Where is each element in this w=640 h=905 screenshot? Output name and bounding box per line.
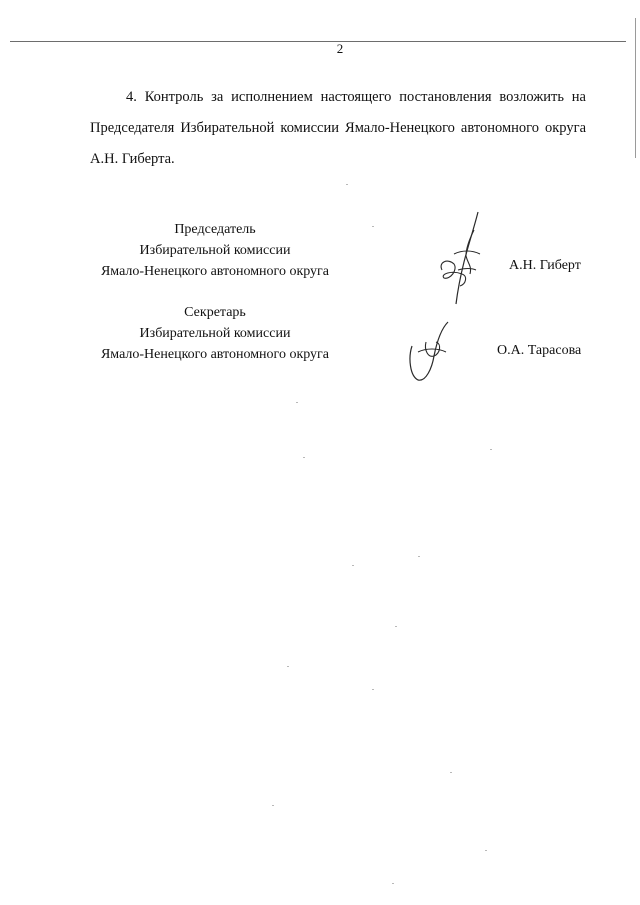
scan-speck <box>490 449 492 450</box>
chairman-title <box>90 219 340 282</box>
scan-speck <box>418 556 420 557</box>
scan-speck <box>372 689 374 690</box>
scan-edge-line <box>635 18 636 158</box>
scan-speck <box>272 805 274 806</box>
scan-speck <box>372 226 374 227</box>
scan-speck <box>287 666 289 667</box>
secretary-name: О.А. Тарасова <box>497 343 582 358</box>
scan-speck <box>392 883 394 884</box>
chairman-signature <box>428 208 498 310</box>
scan-speck <box>485 850 487 851</box>
scan-speck <box>303 457 305 458</box>
chairman-title-line-2: Избирательной комиссии <box>139 243 291 258</box>
secretary-title-line-1: Секретарь <box>184 305 246 320</box>
scan-speck <box>450 772 452 773</box>
scan-speck <box>352 565 354 566</box>
secretary-title <box>90 302 340 365</box>
secretary-signature <box>404 318 460 386</box>
scan-speck <box>346 184 348 185</box>
secretary-title-line-3: Ямало-Ненецкого автономного округа <box>100 347 330 362</box>
chairman-title-line-3: Ямало-Ненецкого автономного округа <box>100 264 330 279</box>
scan-speck <box>395 626 397 627</box>
scan-speck <box>296 402 298 403</box>
header-rule <box>10 41 626 42</box>
chairman-name: А.Н. Гиберт <box>509 258 581 273</box>
resolution-paragraph <box>90 82 586 175</box>
chairman-title-line-1: Председатель <box>174 222 256 237</box>
secretary-title-line-2: Избирательной комиссии <box>139 326 291 341</box>
page-number: 2 <box>336 41 344 56</box>
paragraph-text: 4. Контроль за исполнением настоящего постановления возложить на Председателя Избирательной комиссии Ямало-Ненецкого автономного округа А.Н. Гиберта. <box>90 89 586 167</box>
